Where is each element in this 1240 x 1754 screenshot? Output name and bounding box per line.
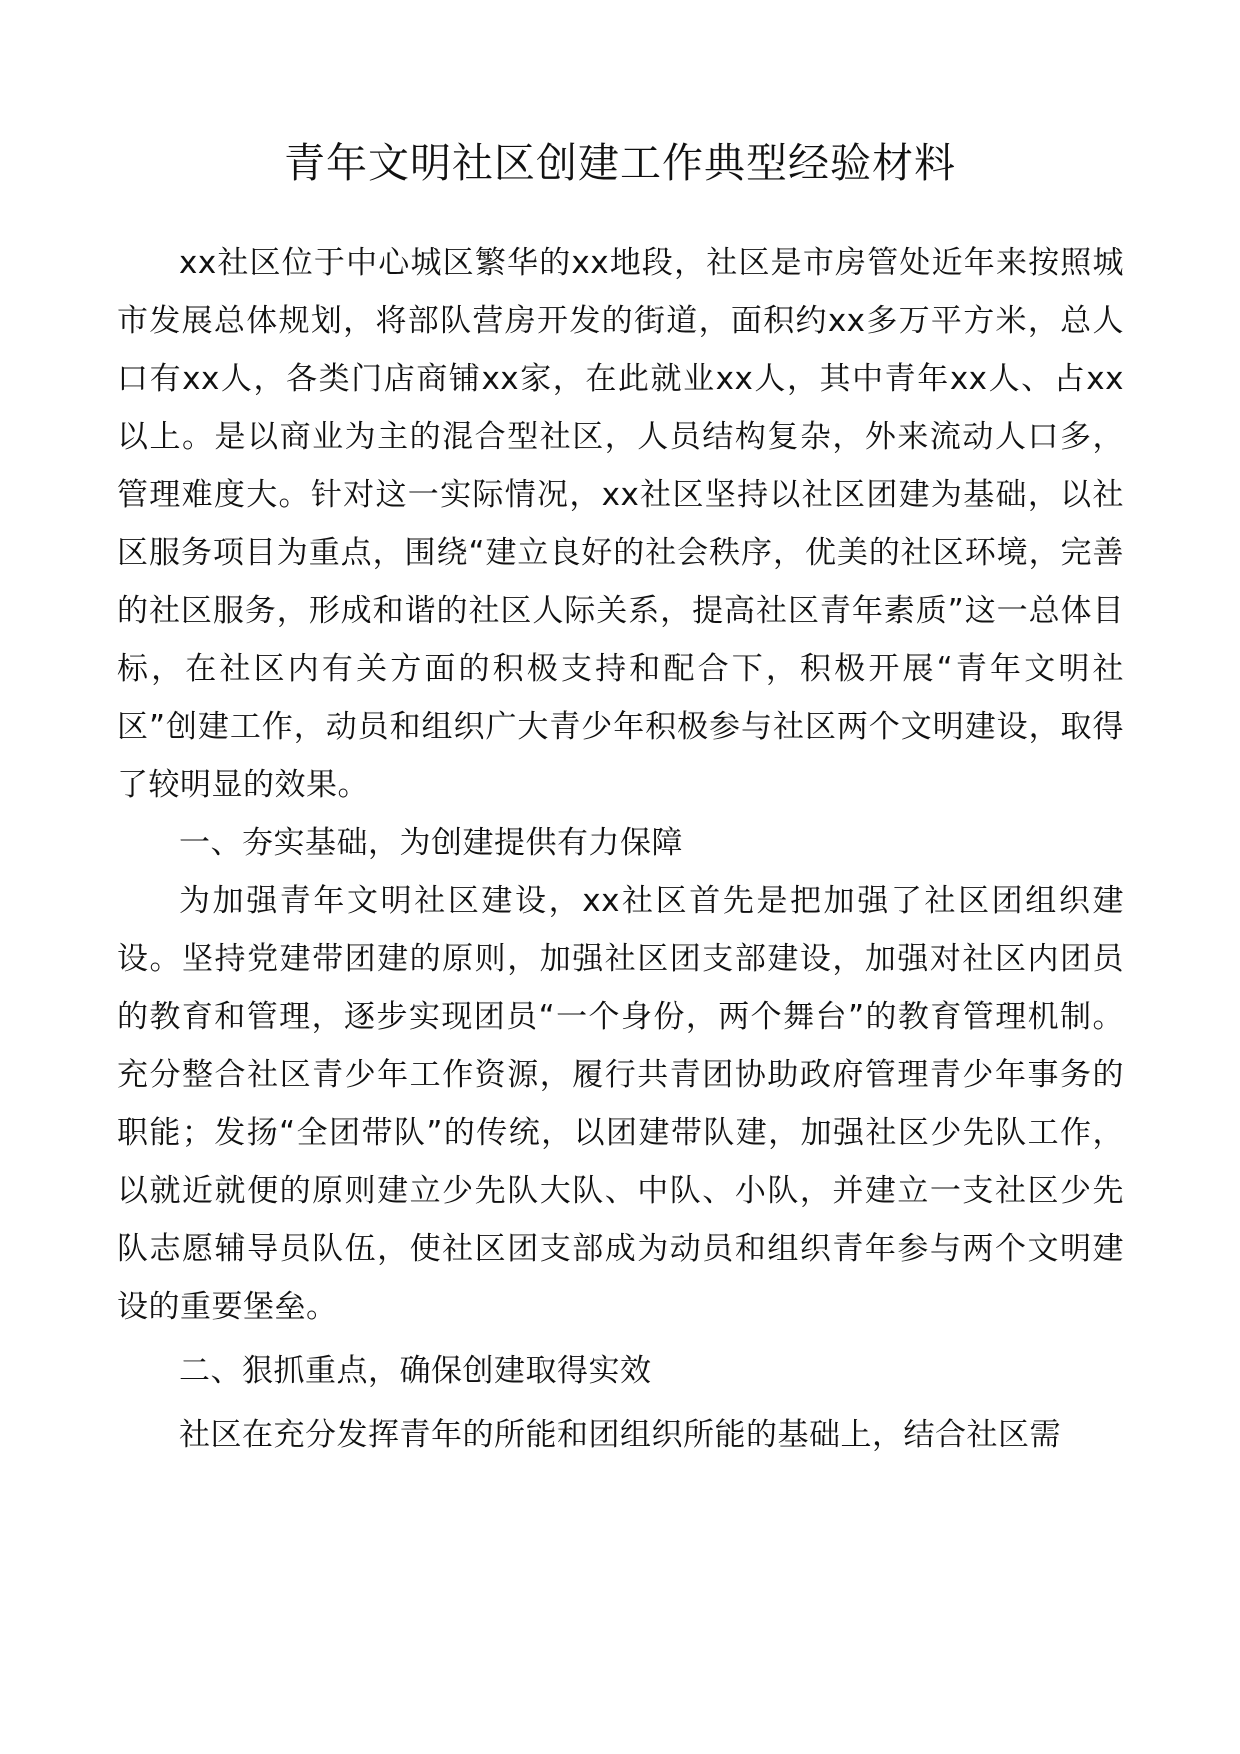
body-paragraph-section-2: 社区在充分发挥青年的所能和团组织所能的基础上，结合社区需: [179, 1417, 1061, 1453]
body-paragraph-section-1: 为加强青年文明社区建设，xx社区首先是把加强了社区团组织建设。坚持党建带团建的原则，加强社区团支部建设，加强对社区内团员的教育和管理，逐步实现团员“一个身份，两个舞台”的教育管理机制。充分整合社区青少年工作资源，履行共青团协助政府管理青少年事务的职能；发扬“全团带队”的传统，以团建带队建，加强社区少先队工作，以就近就便的原则建立少先队大队、中队、小队，并建立一支社区少先队志愿辅导员队伍，使社区团支部成为动员和组织青年参与两个文明建设的重要堡垒。: [117, 883, 1124, 1325]
document-title: 青年文明社区创建工作典型经验材料: [284, 139, 956, 187]
document-body: [117, 234, 1124, 1464]
body-paragraph-intro: xx社区位于中心城区繁华的xx地段，社区是市房管处近年来按照城市发展总体规划，将部队营房开发的街道，面积约xx多万平方米，总人口有xx人，各类门店商铺xx家，在此就业xx人，其中青年xx人、占xx以上。是以商业为主的混合型社区，人员结构复杂，外来流动人口多，管理难度大。针对这一实际情况，xx社区坚持以社区团建为基础，以社区服务项目为重点，围绕“建立良好的社会秩序，优美的社区环境，完善的社区服务，形成和谐的社区人际关系，提高社区青年素质”这一总体目标，在社区内有关方面的积极支持和配合下，积极开展“青年文明社区”创建工作，动员和组织广大青少年积极参与社区两个文明建设，取得了较明显的效果。: [117, 245, 1124, 803]
section-heading-1: 一、夯实基础，为创建提供有力保障: [179, 825, 683, 861]
section-heading-2: 二、狠抓重点，确保创建取得实效: [179, 1353, 652, 1389]
